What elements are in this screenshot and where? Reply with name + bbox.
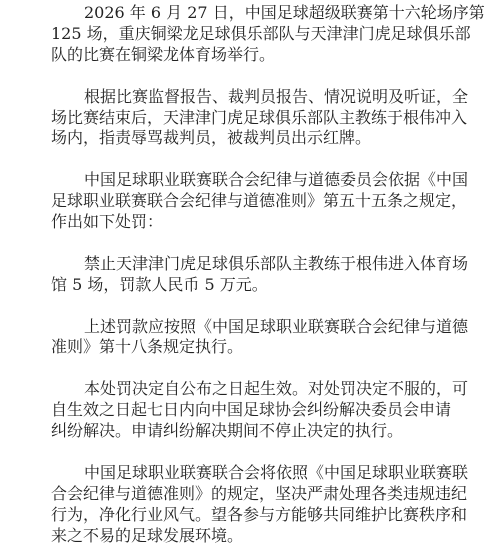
- text-line: 来之不易的足球发展环境。: [51, 525, 244, 545]
- text-line: 准则》第十八条规定执行。: [51, 337, 244, 357]
- paragraph-spacer: [51, 66, 441, 87]
- paragraph-spacer: [51, 233, 441, 254]
- paragraph-spacer: [51, 442, 441, 463]
- paragraph-penalty: [51, 253, 469, 296]
- text-line: 根据比赛监督报告、裁判员报告、情况说明及听证，全: [84, 86, 469, 106]
- text-line: 队的比赛在铜梁龙体育场举行。: [51, 44, 276, 64]
- text-line: 纠纷解决。申请纠纷解决期间不停止决定的执行。: [51, 421, 404, 441]
- text-line: 自生效之日起七日内向中国足球协会纠纷解决委员会申请: [51, 400, 452, 420]
- paragraph-incident: [51, 86, 469, 150]
- paragraph-match-info: [51, 3, 485, 66]
- text-line: 场内，指责辱骂裁判员，被裁判员出示红牌。: [51, 128, 372, 148]
- text-line: 本处罚决定自公布之日起生效。对处罚决定不服的，可: [84, 379, 469, 399]
- paragraph-spacer: [51, 296, 441, 317]
- paragraph-fine-execution: [51, 316, 469, 359]
- text-line: 场比赛结束后，天津津门虎足球俱乐部队主教练于根伟冲入: [51, 107, 468, 127]
- text-line: 上述罚款应按照《中国足球职业联赛联合会纪律与道德: [84, 316, 469, 336]
- paragraph-spacer: [51, 358, 441, 379]
- text-line: 中国足球职业联赛联合会纪律与道德委员会依据《中国: [84, 170, 469, 190]
- text-line: 行为，净化行业风气。望各参与方能够共同维护比赛秩序和: [51, 504, 468, 524]
- text-line: 中国足球职业联赛联合会将依照《中国足球职业联赛联: [84, 462, 469, 482]
- text-line: 合会纪律与道德准则》的规定，坚决严肃处理各类违规违纪: [51, 483, 468, 503]
- text-line: 作出如下处罚：: [51, 212, 164, 232]
- text-line: 125 场，重庆铜梁龙足球俱乐部队与天津津门虎足球俱乐部: [51, 23, 471, 43]
- paragraph-legal-basis: [51, 170, 469, 233]
- text-line: 禁止天津津门虎足球俱乐部队主教练于根伟进入体育场: [84, 253, 469, 273]
- text-line: 馆 5 场，罚款人民币 5 万元。: [51, 274, 268, 294]
- paragraph-closing: [51, 462, 469, 546]
- paragraph-appeal: [51, 379, 469, 442]
- paragraph-spacer: [51, 149, 441, 170]
- text-line: 2026 年 6 月 27 日，中国足球超级联赛第十六轮场序第: [84, 3, 485, 22]
- text-line: 足球职业联赛联合会纪律与道德准则》第五十五条之规定，: [51, 191, 468, 211]
